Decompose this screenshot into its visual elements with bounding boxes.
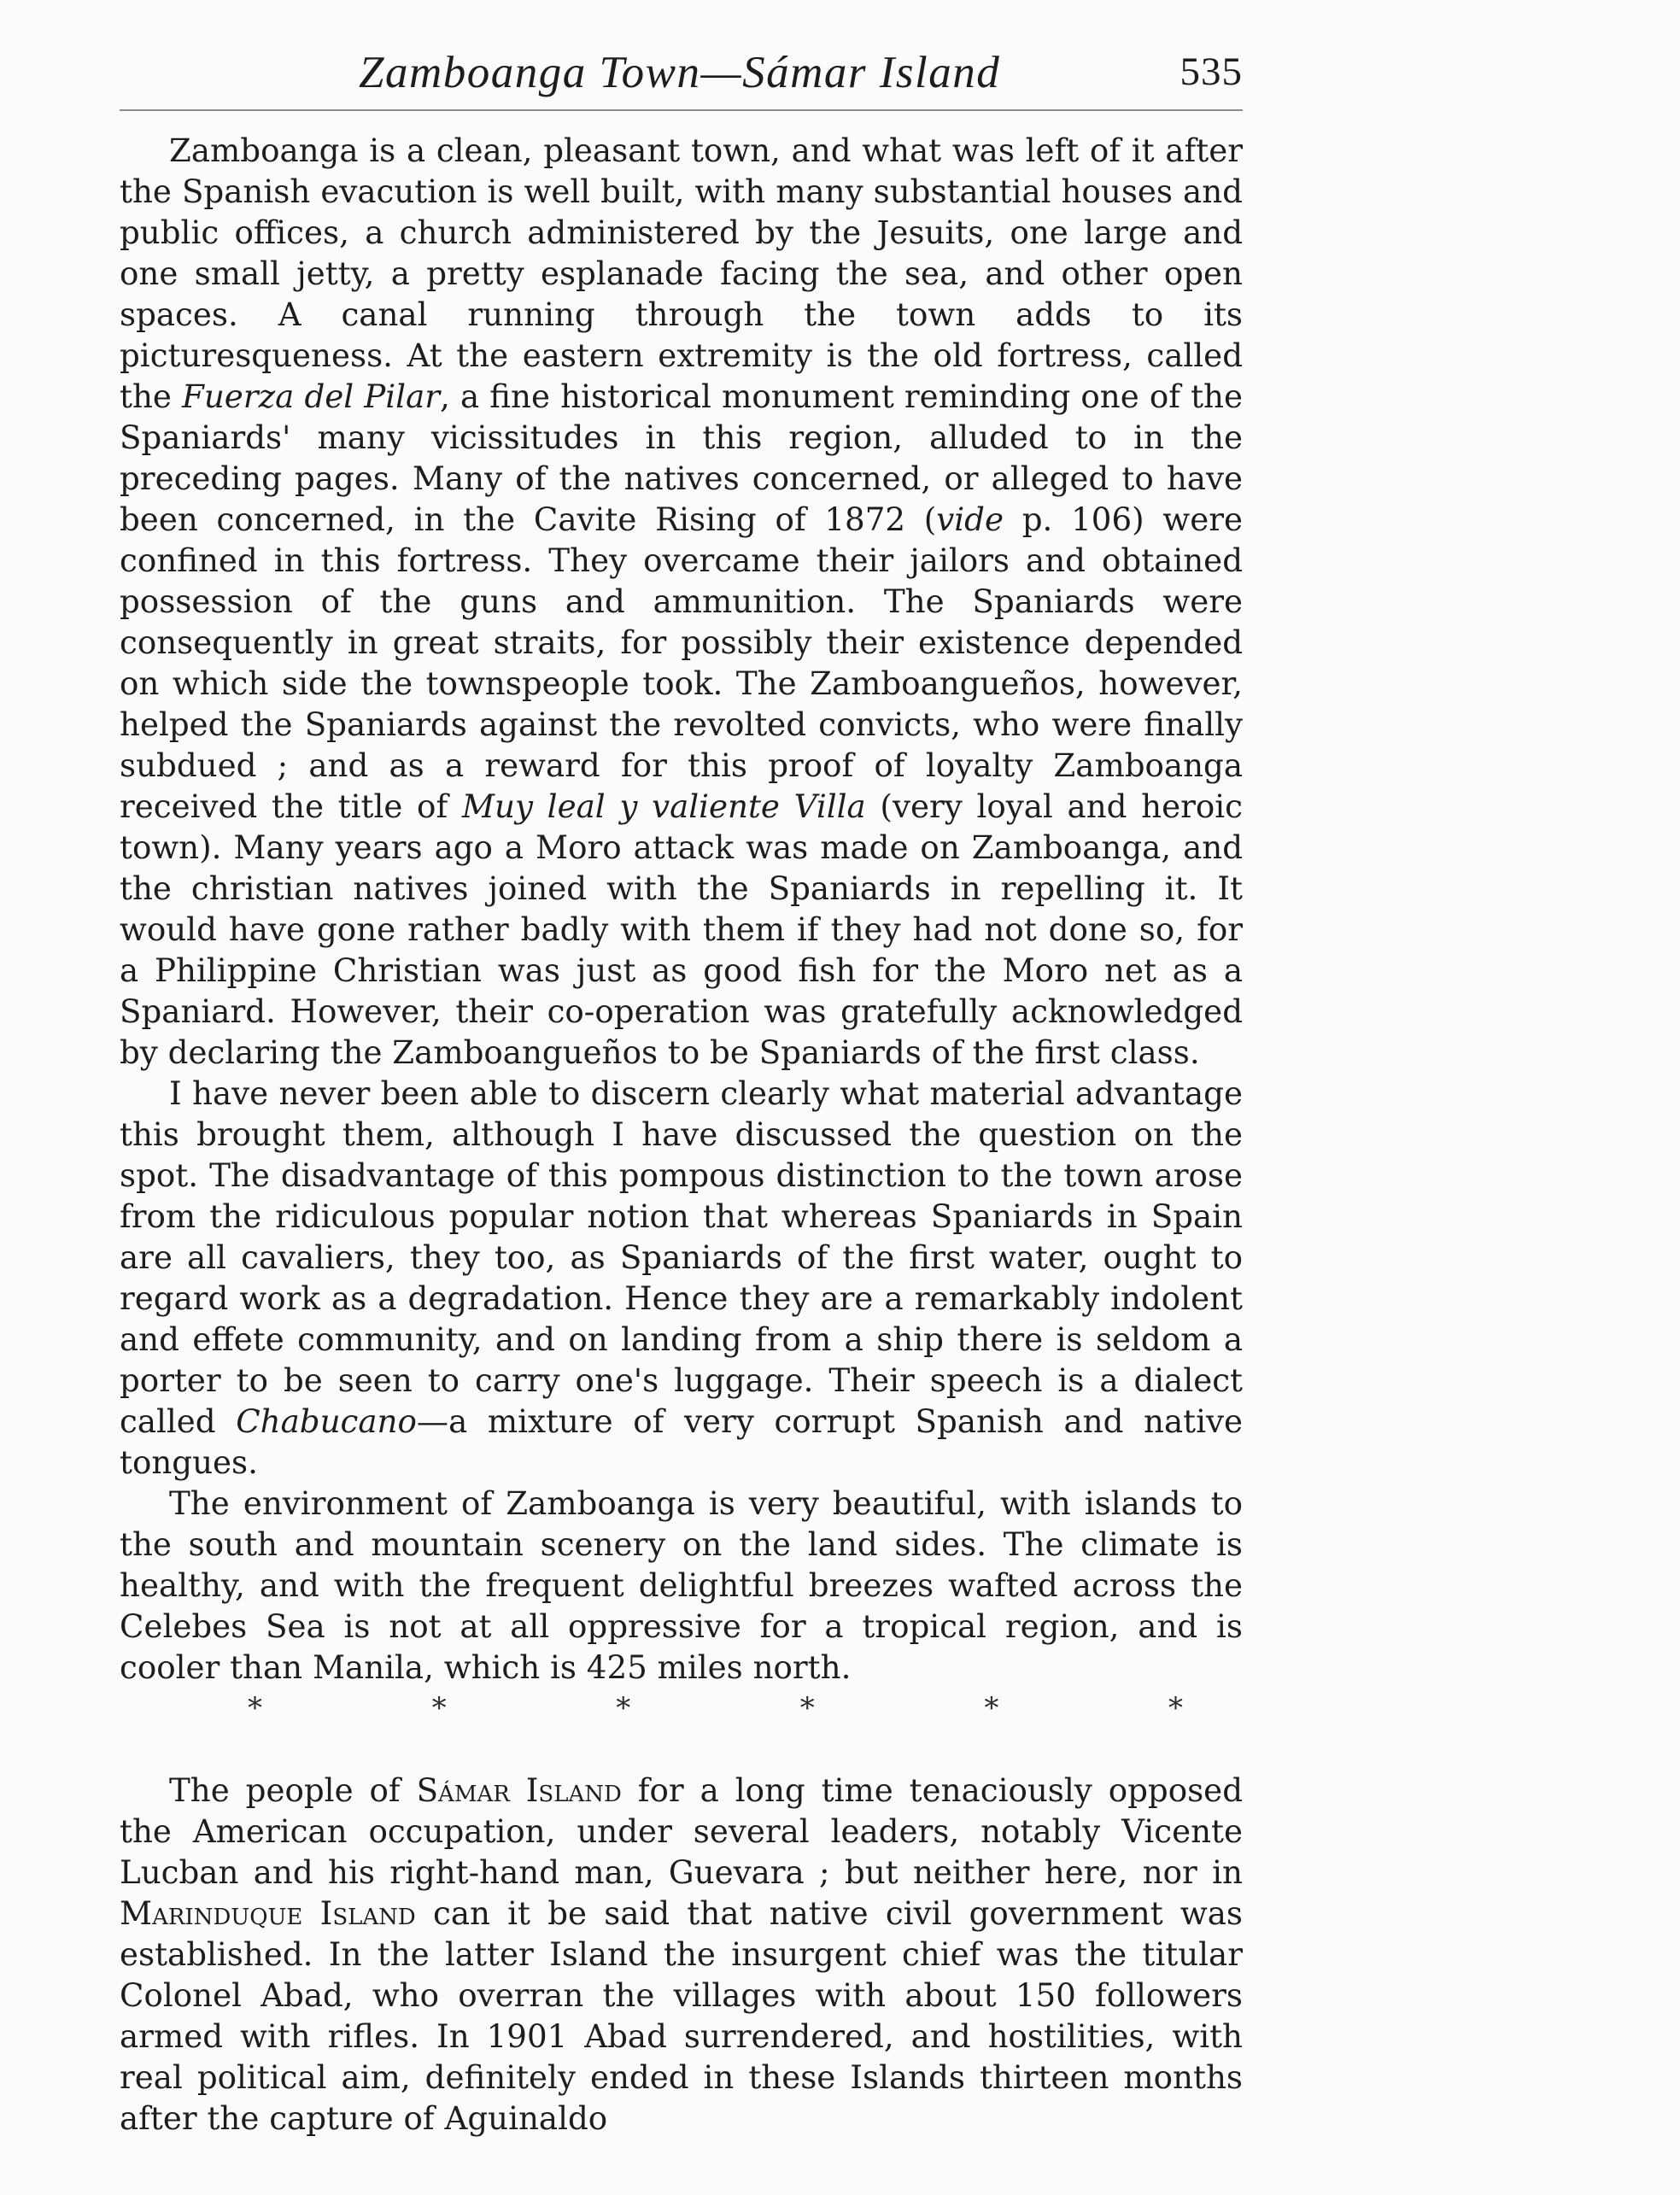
text-run: The people of — [169, 1771, 417, 1809]
paragraph-samar-island — [120, 1770, 1243, 2139]
italic-vide: vide — [936, 500, 1004, 538]
text-run: Zamboanga is a clean, pleasant town, and what was left of it after the Spanish evacution is well built, with many substantial houses and public offices, a church administered by the Jesuits, one large and one small jetty, a pretty esplanade facing the sea, and other open spaces. A canal running through the town adds to its picturesqueness. At the eastern extremity is the old fortress, called the — [120, 132, 1243, 415]
header-rule — [120, 109, 1243, 111]
paragraph-zamboanga-description — [120, 130, 1243, 1073]
italic-fuerza-del-pilar: Fuerza del Pilar — [182, 378, 441, 415]
text-run: The environment of Zamboanga is very beautiful, with islands to the south and mountain scenery on the land sides. The climate is healthy, and with the frequent delightful breezes wafted across the Celebes Sea is not at all oppressive for a tropical region, and is cooler than Manila, which is 425 miles north. — [120, 1484, 1243, 1686]
page-number: 535 — [1180, 50, 1243, 94]
section-break — [120, 1688, 1243, 1729]
paragraph-environment — [120, 1483, 1243, 1688]
text-run: , a fine historical monument reminding one of the Spaniards' many vicissitudes in this region, alluded to in the preceding pages. Many of the natives concerned, or alleged to have been concerned, in the Cavite Rising of 1872 ( — [120, 378, 1243, 538]
asterisk: * — [616, 1691, 631, 1725]
asterisk: * — [799, 1691, 815, 1725]
running-title: Zamboanga Town—Sámar Island — [359, 48, 1001, 97]
asterisk: * — [984, 1691, 999, 1725]
paragraph-advantage — [120, 1073, 1243, 1483]
text-run: —a mixture of very corrupt Spanish and native tongues. — [120, 1402, 1243, 1481]
body-text — [120, 130, 1243, 2139]
text-run: p. 106) were confined in this fortress. They overcame their jailors and obtained possession of the guns and ammunition. The Spaniards were consequently in great straits, for possibly their existence depended on which side the townspeople took. The Zamboangueños, however, helped the Spaniards against the revolted convicts, who were finally subdued ; and as a reward for this proof of loyalty Zamboanga received the title of — [120, 500, 1243, 825]
text-run: I have never been able to discern clearly what material advantage this brought them, although I have discussed the question on the spot. The disadvantage of this pompous distinction to the town arose from the ridiculous popular notion that whereas Spaniards in Spain are all cavaliers, they too, as Spaniards of the first water, ought to regard work as a degradation. Hence they are a remarkably indolent and effete community, and on landing from a ship there is seldom a porter to be seen to carry one's luggage. Their speech is a dialect called — [120, 1074, 1243, 1440]
asterisk: * — [248, 1691, 262, 1725]
smallcaps-marinduque-island: Marinduque Island — [120, 1894, 416, 1932]
text-run: (very loyal and heroic town). Many years ago a Moro attack was made on Zamboanga, and the christian natives joined with the Spaniards in repelling it. It would have gone rather badly with them if they had not done so, for a Philippine Christian was just as good fish for the Moro net as a Spaniard. However, their co-operation was gratefully acknowledged by declaring the Zamboangueños to be Spaniards of the first class. — [120, 787, 1243, 1071]
text-run: can it be said that native civil government was established. In the latter Island the insurgent chief was the titular Colonel Abad, who overran the villages with about 150 followers armed with rifles. In 1901 Abad surrendered, and hostilities, with real political aim, definitely ended in these Islands thirteen months after the capture of Aguinaldo — [120, 1894, 1243, 2137]
text-run: for a long time tenaciously opposed the American occupation, under several leaders, notably Vicente Lucban and his right-hand man, Guevara ; but neither here, nor in — [120, 1771, 1243, 1891]
italic-chabucano: Chabucano — [236, 1402, 417, 1440]
smallcaps-samar-island: Sámar Island — [416, 1771, 622, 1809]
asterisk: * — [431, 1691, 447, 1725]
running-head — [120, 47, 1243, 98]
asterisk: * — [1168, 1691, 1183, 1725]
italic-muy-leal: Muy leal y valiente Villa — [461, 787, 866, 825]
